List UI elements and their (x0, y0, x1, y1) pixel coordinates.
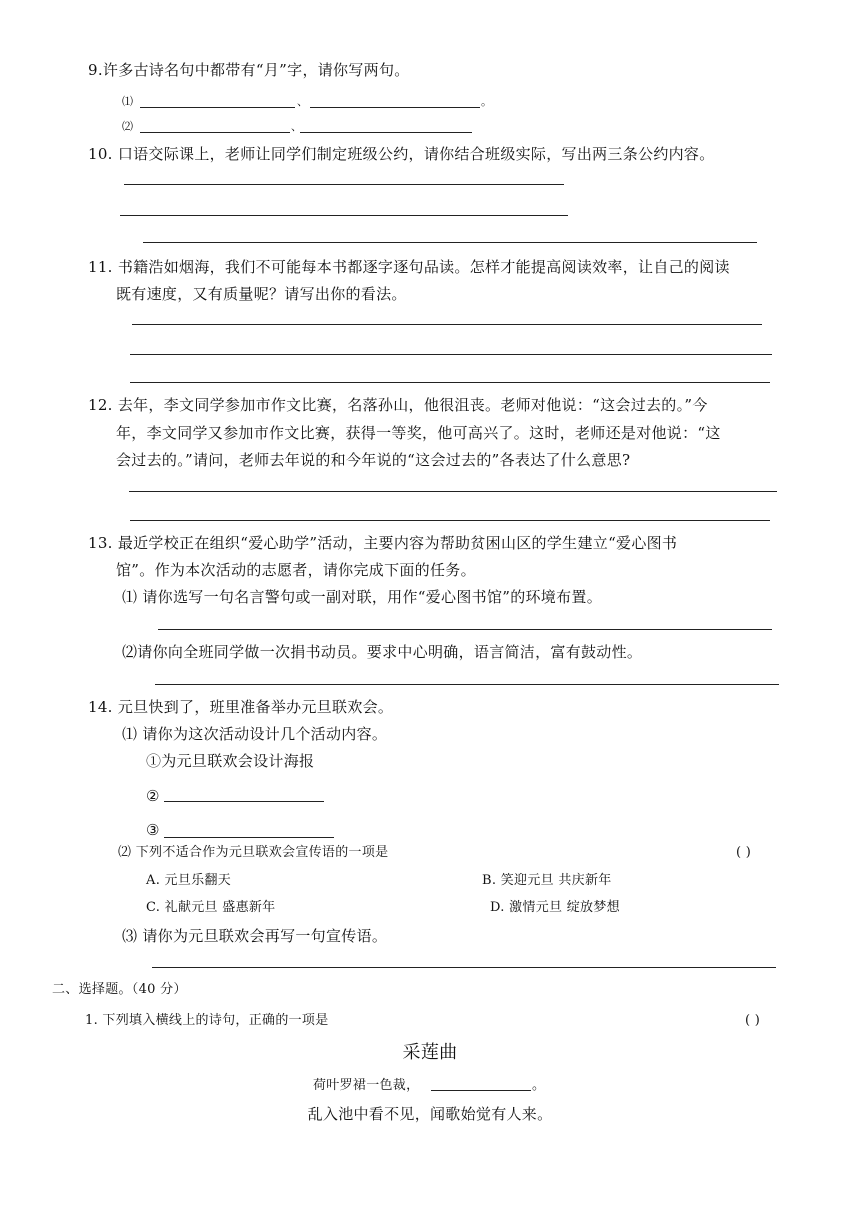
q13-line2: 馆”。作为本次活动的志愿者，请你完成下面的任务。 (116, 561, 476, 579)
q14-sub2-answer-paren[interactable]: ( ) (736, 845, 752, 860)
q14-item2-blank[interactable] (164, 801, 324, 802)
q13-sub1: ⑴ 请你选写一句名言警句或一副对联，用作“爱心图书馆”的环境布置。 (122, 588, 603, 606)
q12-answer-line-1[interactable] (129, 491, 777, 492)
q14-sub2: ⑵ 下列不适合作为元旦联欢会宣传语的一项是 (118, 845, 389, 860)
q9-blank2b[interactable] (300, 132, 472, 133)
q9-blank1-label: ⑴ (122, 95, 134, 108)
q12-line3: 会过去的。”请问，老师去年说的和今年说的“这会过去的”各表达了什么意思? (116, 451, 631, 469)
q14-item3-blank[interactable] (164, 837, 334, 838)
q14-item2-label: ② (146, 787, 160, 805)
q10-answer-line-2[interactable] (120, 215, 568, 216)
q14-option-a[interactable]: A. 元旦乐翻天 (146, 873, 232, 888)
q9-blank1b[interactable] (310, 107, 480, 108)
q11-line1: 11. 书籍浩如烟海，我们不可能每本书都逐字逐句品读。怎样才能提高阅读效率，让自己的阅读 (88, 258, 730, 276)
poem-blank[interactable] (431, 1090, 531, 1091)
q11-answer-line-1[interactable] (132, 324, 762, 325)
q14-sub3: ⑶ 请你为元旦联欢会再写一句宣传语。 (122, 927, 388, 945)
q14-sub1: ⑴ 请你为这次活动设计几个活动内容。 (122, 725, 388, 743)
q14-item3-label: ③ (146, 821, 160, 839)
q10-answer-line-3[interactable] (143, 242, 757, 243)
q12-answer-line-2[interactable] (130, 520, 770, 521)
q14-option-c[interactable]: C. 礼献元旦 盛惠新年 (146, 900, 276, 915)
section2-q1-text: 1. 下列填入横线上的诗句，正确的一项是 (85, 1013, 329, 1028)
q12-line2: 年，李文同学又参加市作文比赛，获得一等奖，他可高兴了。这时，老师还是对他说：“这 (116, 424, 721, 442)
q9-text: 9.许多古诗名句中都带有“月”字，请你写两句。 (88, 61, 410, 79)
q13-sub2-answer-line[interactable] (155, 684, 779, 685)
q14-option-b[interactable]: B. 笑迎元旦 共庆新年 (482, 873, 612, 888)
q11-answer-line-2[interactable] (130, 354, 772, 355)
q9-blank1-sep: 、 (297, 95, 309, 108)
poem-title: 采莲曲 (402, 1042, 458, 1063)
q11-line2: 既有速度，又有质量呢？请写出你的看法。 (116, 285, 407, 303)
section2-q1-answer-paren[interactable]: ( ) (745, 1013, 761, 1028)
q9-blank2-sep: 、 (291, 120, 303, 133)
q11-answer-line-3[interactable] (130, 382, 770, 383)
q12-line1: 12. 去年，李文同学参加市作文比赛，名落孙山，他很沮丧。老师对他说：“这会过去的。”今 (88, 396, 708, 414)
q14-sub3-answer-line[interactable] (152, 967, 776, 968)
q10-answer-line-1[interactable] (124, 184, 564, 185)
q10-text: 10. 口语交际课上，老师让同学们制定班级公约，请你结合班级实际，写出两三条公约内容。 (88, 145, 715, 163)
section2-heading: 二、选择题。（40 分） (52, 982, 187, 997)
q13-line1: 13. 最近学校正在组织“爱心助学”活动，主要内容为帮助贫困山区的学生建立“爱心图书 (88, 534, 678, 552)
poem-line-2: 乱入池中看不见，闻歌始觉有人来。 (307, 1105, 553, 1123)
q9-blank2-label: ⑵ (122, 120, 134, 133)
poem-line-1-end: 。 (532, 1078, 546, 1093)
q14-text: 14. 元旦快到了，班里准备举办元旦联欢会。 (88, 698, 394, 716)
q13-sub2: ⑵请你向全班同学做一次捐书动员。要求中心明确，语言简洁，富有鼓动性。 (122, 643, 643, 661)
q13-sub1-answer-line[interactable] (158, 629, 772, 630)
q9-blank2a[interactable] (140, 132, 290, 133)
q9-blank1-end: 。 (481, 95, 493, 108)
q14-item1: ①为元旦联欢会设计海报 (146, 752, 315, 770)
poem-line-1: 荷叶罗裙一色裁， (313, 1078, 420, 1093)
q14-option-d[interactable]: D. 激情元旦 绽放梦想 (490, 900, 620, 915)
q9-blank1a[interactable] (140, 107, 295, 108)
